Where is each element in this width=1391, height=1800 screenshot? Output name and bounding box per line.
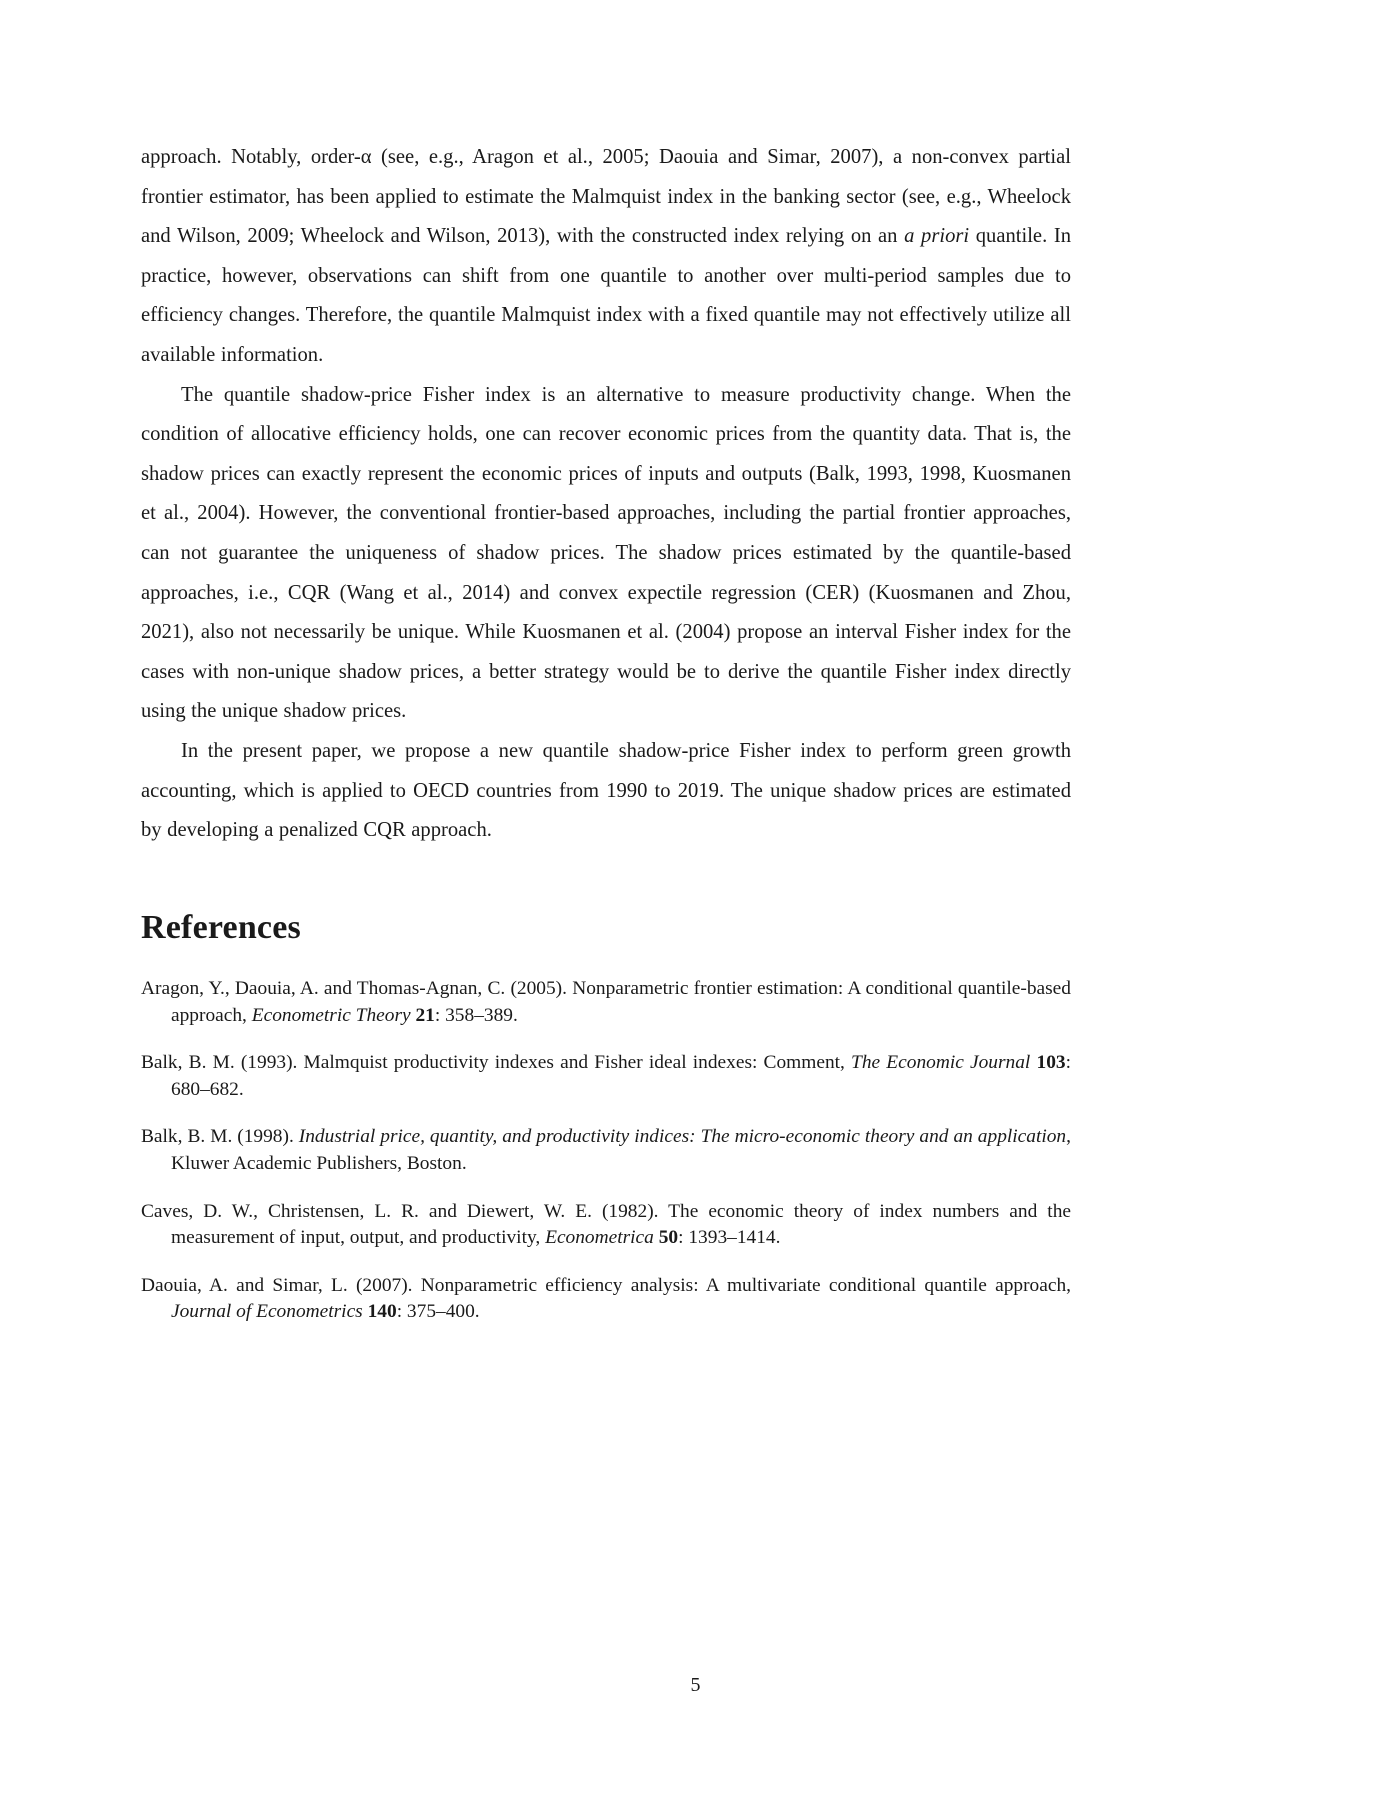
text-run: : 358–389. <box>434 1004 518 1026</box>
body-paragraphs <box>141 138 1071 851</box>
bold-run: 50 <box>658 1227 679 1249</box>
italic-run: Journal of Econometrics <box>171 1301 363 1323</box>
bibliography-entry <box>141 1273 1071 1326</box>
references-heading: References <box>141 908 301 946</box>
body-paragraph <box>141 376 1071 732</box>
text-run: In the present paper, we propose a new quantile shadow-price Fisher index to perform green growth accounting, which is applied to OECD countries from 1990 to 2019. The unique shadow prices are estimated by developing a penalized CQR approach. <box>141 739 1071 842</box>
page-content <box>141 138 1071 1326</box>
italic-run: a priori <box>904 225 970 248</box>
text-run: approach. Notably, order-α (see, e.g., Aragon et al., 2005; Daouia and Simar, 2007), a non-convex partial frontier estimator, has been applied to estimate the Malmquist index in the banking sector (see, e.g., Wheelock and Wilson, 2009; Wheelock and Wilson, 2013), with the constructed index relying on an <box>141 146 1071 248</box>
bibliography-entry <box>141 1199 1071 1252</box>
bibliography-entry <box>141 1124 1071 1177</box>
text-run: , Kluwer Academic Publishers, Boston. <box>171 1126 1071 1175</box>
italic-run: Econometric Theory <box>251 1004 411 1026</box>
italic-run: Industrial price, quantity, and productivity indices: The micro-economic theory and an application <box>298 1126 1067 1148</box>
body-paragraph <box>141 138 1071 376</box>
body-paragraph <box>141 732 1071 851</box>
page-number: 5 <box>690 1674 701 1696</box>
text-run: Daouia, A. and Simar, L. (2007). Nonparametric efficiency analysis: A multivariate conditional quantile approach, <box>141 1274 1071 1296</box>
text-run: Balk, B. M. (1993). Malmquist productivity indexes and Fisher ideal indexes: Comment, <box>141 1052 852 1074</box>
text-run: Aragon, Y., Daouia, A. and Thomas-Agnan, C. (2005). Nonparametric frontier estimation: A conditional quantile-based approach, <box>141 978 1071 1026</box>
text-run: : 680–682. <box>171 1052 1071 1100</box>
text-run: Balk, B. M. (1998). <box>141 1126 299 1148</box>
bibliography-list <box>141 976 1071 1326</box>
text-run: : 375–400. <box>396 1301 480 1323</box>
text-run: : 1393–1414. <box>678 1227 781 1249</box>
text-run: quantile. In practice, however, observations can shift from one quantile to another over multi-period samples due to efficiency changes. Therefore, the quantile Malmquist index with a fixed quantile may not effectively utilize all available information. <box>141 225 1071 366</box>
italic-run: Econometrica <box>545 1227 654 1249</box>
bold-run: 21 <box>415 1004 435 1026</box>
text-run: Caves, D. W., Christensen, L. R. and Diewert, W. E. (1982). The economic theory of index numbers and the measurement of input, output, and productivity, <box>141 1200 1071 1249</box>
bibliography-entry <box>141 1050 1071 1103</box>
bold-run: 103 <box>1036 1052 1066 1074</box>
italic-run: The Economic Journal <box>851 1052 1031 1074</box>
text-run: The quantile shadow-price Fisher index is an alternative to measure productivity change. When the condition of allocative efficiency holds, one can recover economic prices from the quantity data. That is, the shadow prices can exactly represent the economic prices of inputs and outputs (Balk, 1993, 1998, Kuosmanen et al., 2004). However, the conventional frontier-based approaches, including the partial frontier approaches, can not guarantee the uniqueness of shadow prices. The shadow prices estimated by the quantile-based approaches, i.e., CQR (Wang et al., 2014) and convex expectile regression (CER) (Kuosmanen and Zhou, 2021), also not necessarily be unique. While Kuosmanen et al. (2004) propose an interval Fisher index for the cases with non-unique shadow prices, a better strategy would be to derive the quantile Fisher index directly using the unique shadow prices. <box>141 383 1071 723</box>
bold-run: 140 <box>367 1301 397 1323</box>
bibliography-entry <box>141 976 1071 1029</box>
